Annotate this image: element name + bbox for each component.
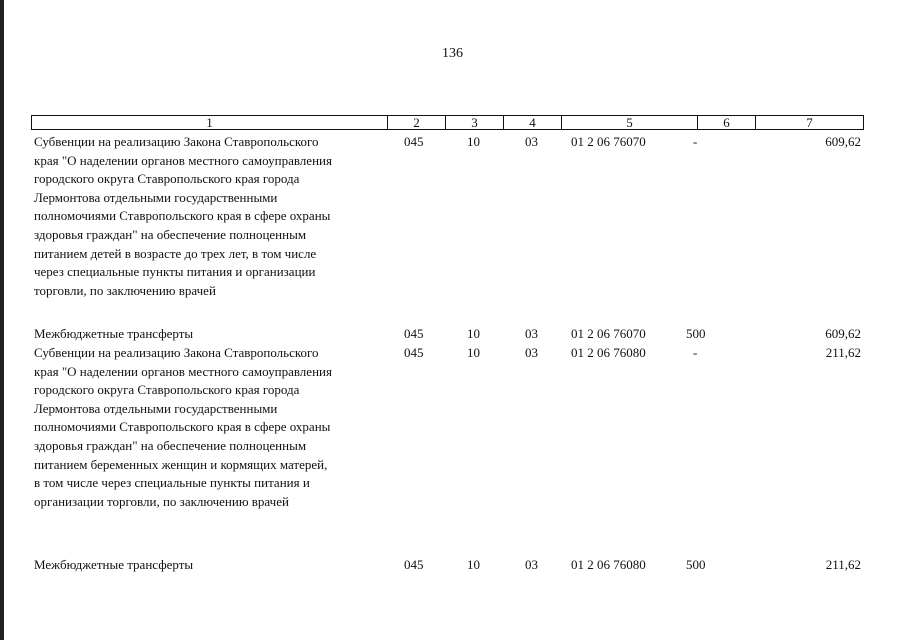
row-col-4: 03 xyxy=(525,345,538,360)
header-col-2: 2 xyxy=(388,116,446,129)
scan-left-edge xyxy=(0,0,4,640)
row-col-5: 01 2 06 76080 xyxy=(571,345,646,360)
row-col-7: 211,62 xyxy=(825,557,861,572)
row-col-7: 211,62 xyxy=(825,345,861,360)
row-col-3: 10 xyxy=(467,557,480,572)
row-col-6: 500 xyxy=(686,557,706,572)
row-description: Субвенции на реализацию Закона Ставропольского края "О наделении органов местного самоуправления городского округа Ставропольского края города Лермонтова отдельными государственными полномочиями Ставропольского края в сфере охраны здоровья граждан" на обеспечение полноценным питанием детей в возрасте до трех лет, в том числе через специальные пункты питания и организации торговли, по заключению врачей xyxy=(34,134,332,298)
row-description: Межбюджетные трансферты xyxy=(34,326,194,341)
row-col-6: - xyxy=(693,345,698,360)
row-col-6: - xyxy=(693,134,698,149)
row-col-6: 500 xyxy=(686,326,706,341)
header-col-3: 3 xyxy=(446,116,504,129)
row-col-4: 03 xyxy=(525,557,538,572)
row-col-2: 045 xyxy=(404,134,424,149)
row-col-4: 03 xyxy=(525,134,538,149)
header-col-1: 1 xyxy=(32,116,388,129)
header-col-7: 7 xyxy=(806,115,813,130)
row-description: Межбюджетные трансферты xyxy=(34,557,194,572)
table-header-row xyxy=(31,115,864,130)
row-col-3: 10 xyxy=(467,345,480,360)
row-col-7: 609,62 xyxy=(825,326,861,341)
row-col-5: 01 2 06 76080 xyxy=(571,557,646,572)
header-col-4: 4 xyxy=(504,116,562,129)
header-col-6: 6 xyxy=(698,116,756,129)
row-col-5: 01 2 06 76070 xyxy=(571,134,646,149)
row-col-5: 01 2 06 76070 xyxy=(571,326,646,341)
row-col-2: 045 xyxy=(404,345,424,360)
row-col-3: 10 xyxy=(467,134,480,149)
row-col-4: 03 xyxy=(525,326,538,341)
row-col-2: 045 xyxy=(404,557,424,572)
row-col-7: 609,62 xyxy=(825,134,861,149)
header-col-5: 5 xyxy=(562,116,698,129)
page-number: 136 xyxy=(442,46,463,61)
row-col-3: 10 xyxy=(467,326,480,341)
row-col-2: 045 xyxy=(404,326,424,341)
row-description: Субвенции на реализацию Закона Ставропольского края "О наделении органов местного самоуправления городского округа Ставропольского края города Лермонтова отдельными государственными полномочиями Ставропольского края в сфере охраны здоровья граждан" на обеспечение полноценным питанием беременных женщин и кормящих матерей, в том числе через специальные пункты питания и организации торговли, по заключению врачей xyxy=(34,345,332,509)
